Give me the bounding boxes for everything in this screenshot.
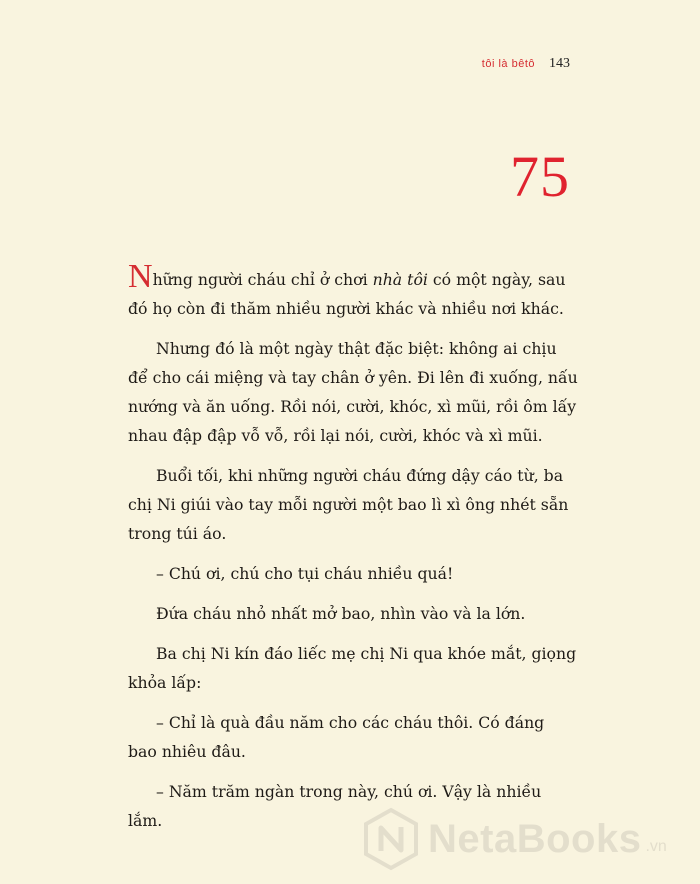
paragraph-5: Đứa cháu nhỏ nhất mở bao, nhìn vào và la lớn. — [156, 604, 526, 623]
paragraph-1-text-b: có một ngày, sau đó họ còn đi thăm nhiều người khác và nhiều nơi khác. — [128, 270, 566, 318]
chapter-number: 75 — [510, 144, 570, 209]
running-header — [482, 56, 570, 74]
paragraph-3: Buổi tối, khi những người cháu đứng dậy cáo từ, ba chị Ni giúi vào tay mỗi người một bao lì xì ông nhét sẵn trong túi áo. — [128, 466, 569, 543]
paragraph-4: – Chú ơi, chú cho tụi cháu nhiều quá! — [156, 564, 454, 583]
drop-cap: N — [128, 258, 153, 295]
netabooks-logo-icon — [362, 807, 420, 871]
page-number: 143 — [549, 56, 570, 71]
paragraph-1-emphasis: nhà tôi — [372, 270, 428, 289]
watermark-brand: NetaBooks — [428, 816, 642, 861]
chapter-text — [128, 260, 578, 846]
paragraph-8: – Năm trăm ngàn trong này, chú ơi. Vậy là nhiều lắm. — [128, 782, 542, 830]
watermark — [362, 804, 692, 874]
paragraph-1 — [128, 260, 578, 323]
paragraph-6: Ba chị Ni kín đáo liếc mẹ chị Ni qua khóe mắt, giọng khỏa lấp: — [128, 644, 577, 692]
paragraph-1-text-a: hững người cháu chỉ ở chơi — [152, 270, 373, 289]
paragraph-2: Nhưng đó là một ngày thật đặc biệt: không ai chịu để cho cái miệng và tay chân ở yên. Đi lên đi xuống, nấu nướng và ăn uống. Rồi nói, cười, khóc, xì mũi, rồi ôm lấy nhau đập đập vỗ vỗ, rồi lại nói, cười, khóc và xì mũi. — [128, 339, 578, 445]
running-title: tôi là bêtô — [481, 58, 535, 70]
paragraph-7: – Chỉ là quà đầu năm cho các cháu thôi. Có đáng bao nhiêu đâu. — [128, 713, 545, 761]
watermark-domain: .vn — [645, 838, 667, 855]
